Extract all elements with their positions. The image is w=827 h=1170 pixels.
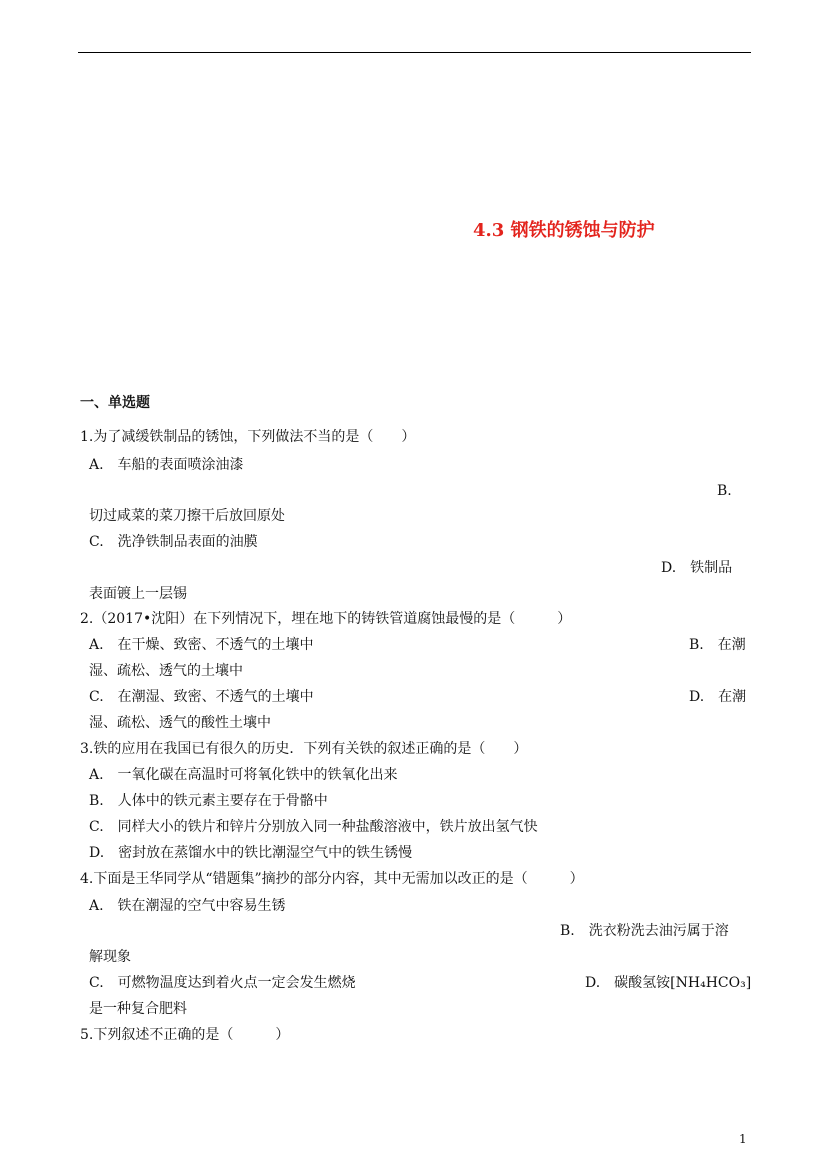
question-2-option-c: C. 在潮湿、致密、不透气的土壤中 bbox=[89, 689, 314, 705]
question-5-stem: 5.下列叙述不正确的是（ ） bbox=[80, 1027, 290, 1043]
question-4-option-c: C. 可燃物温度达到着火点一定会发生燃烧 bbox=[89, 975, 356, 991]
question-3-option-d: D. 密封放在蒸馏水中的铁比潮湿空气中的铁生锈慢 bbox=[89, 845, 413, 861]
question-2-option-d-continued: 湿、疏松、透气的酸性土壤中 bbox=[89, 715, 271, 731]
question-4-option-d-continued: 是一种复合肥料 bbox=[89, 1001, 187, 1017]
question-1-stem: 1.为了减缓铁制品的锈蚀，下列做法不当的是（ ） bbox=[80, 429, 416, 445]
question-2-option-b-continued: 湿、疏松、透气的土壤中 bbox=[89, 663, 243, 679]
question-3-option-b: B. 人体中的铁元素主要存在于骨骼中 bbox=[89, 793, 328, 809]
question-2-stem: 2.（2017•沈阳）在下列情况下，埋在地下的铸铁管道腐蚀最慢的是（ ） bbox=[80, 611, 572, 627]
question-4-option-a: A. 铁在潮湿的空气中容易生锈 bbox=[89, 898, 286, 914]
question-1-option-c: C. 洗净铁制品表面的油膜 bbox=[89, 534, 258, 550]
header-rule bbox=[78, 52, 751, 53]
question-2-option-b: B. 在潮 bbox=[689, 637, 746, 653]
document-title: 4.3 钢铁的锈蚀与防护 bbox=[473, 220, 655, 241]
question-1-option-b: B. bbox=[717, 483, 732, 499]
question-1-option-a: A. 车船的表面喷涂油漆 bbox=[89, 457, 244, 473]
question-3-stem: 3.铁的应用在我国已有很久的历史．下列有关铁的叙述正确的是（ ） bbox=[80, 741, 528, 757]
question-1-option-d-continued: 表面镀上一层锡 bbox=[89, 586, 187, 602]
question-3-option-c: C. 同样大小的铁片和锌片分别放入同一种盐酸溶液中，铁片放出氢气快 bbox=[89, 819, 538, 835]
question-4-option-d: D. 碳酸氢铵[NH₄HCO₃] bbox=[585, 975, 752, 991]
question-3-option-a: A. 一氧化碳在高温时可将氧化铁中的铁氧化出来 bbox=[89, 767, 398, 783]
question-4-option-b-continued: 解现象 bbox=[89, 949, 131, 965]
question-4-option-b: B. 洗衣粉洗去油污属于溶 bbox=[560, 923, 729, 939]
question-1-option-b-continued: 切过咸菜的菜刀擦干后放回原处 bbox=[89, 508, 285, 524]
question-4-stem: 4.下面是王华同学从“错题集”摘抄的部分内容，其中无需加以改正的是（ ） bbox=[80, 871, 584, 887]
page-number: 1 bbox=[739, 1132, 747, 1146]
question-2-option-a: A. 在干燥、致密、不透气的土壤中 bbox=[89, 637, 314, 653]
question-1-option-d: D. 铁制品 bbox=[661, 560, 733, 576]
question-2-option-d: D. 在潮 bbox=[689, 689, 747, 705]
section-heading: 一、单选题 bbox=[80, 395, 150, 411]
